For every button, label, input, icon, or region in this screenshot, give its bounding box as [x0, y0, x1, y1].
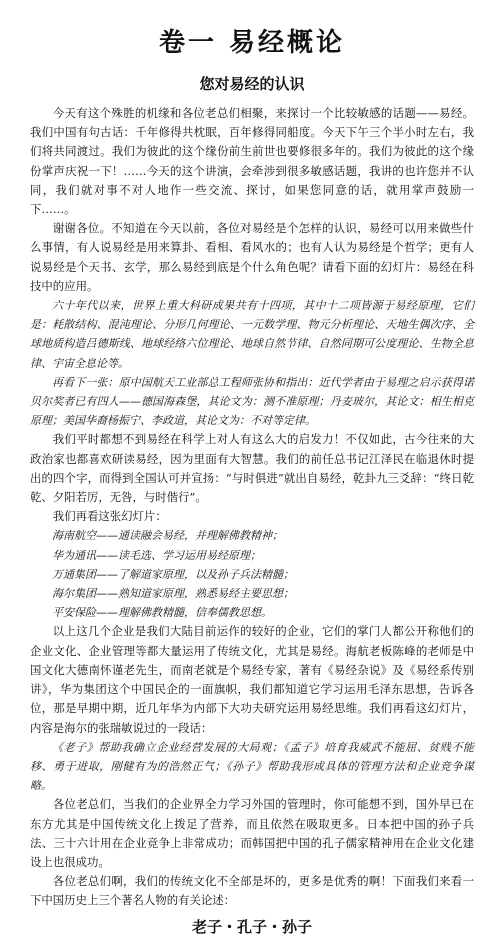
slide-list-item: 海尔集团——熟知道家原理，熟悉易经主要思想； [52, 587, 294, 601]
body-text [30, 104, 474, 911]
paragraph: 我们平时都想不到易经在科学上对人有这么大的启发力！不仅如此，古今往来的大政治家也都喜欢研读易经，因为里面有大智慧。我们的前任总书记江泽民在临退休时提出的四个字，而得到全国认可并宣扬：“与时俱进”就出自易经，乾卦九三爻辞：“终日乾乾、夕阳若厉，无咎，与时偕行”。 [30, 432, 474, 505]
chapter-title: 卷一 易经概论 [158, 28, 346, 58]
slide-list-item: 华为通讯——读毛选、学习运用易经原理； [52, 548, 261, 562]
paragraph: 以上这几个企业是我们大陆目前运作的较好的企业，它们的掌门人都公开称他们的企业文化、企业管理等都大量运用了传统文化，尤其是易经。海航老板陈峰的老师是中国文化大德南怀谨老先生，而南老就是个易经专家，著有《易经杂说》及《易经系传别讲》，华为集团这个中国民企的一面旗帜，我们都知道它学习运用毛泽东思想，告诉各位，那是早期中期，近几年华为内部下大功夫研究运用易经思维。我们再看这幻灯片，内容是海尔的张瑞敏说过的一段话： [30, 624, 474, 735]
paragraph: 再看下一张：原中国航天工业部总工程师张协和指出：近代学者由于易理之启示获得诺贝尔奖者已有四人——德国海森堡，其论文为：测不准原理；丹麦玻尔，其论文：相生相克原理；美国华裔杨振宁、李政道，其论文为：不对等定律。 [30, 375, 474, 428]
paragraph: 各位老总们，当我们的企业界全力学习外国的管理时，你可能想不到，国外早已在东方尤其是中国传统文化上拨足了营养，而且依然在吸取更多。日本把中国的孙子兵法、三十六计用在企业竞争上非常成功；而韩国把中国的孔子儒家精神用在企业文化建设上也很成功。 [30, 797, 474, 869]
paragraph: 谢谢各位。不知道在今天以前，各位对易经是个怎样的认识，易经可以用来做些什么事情，有人说易经是用来算卦、看相、看风水的；也有人认为易经是个哲学；更有人说易经是个天书、玄学，那么易经到底是个什么角色呢？请看下面的幻灯片：易经在科技中的应用。 [30, 221, 474, 293]
paragraph: 《老子》帮助我确立企业经营发展的大局观；《孟子》培育我威武不能屈、贫贱不能移、勇于进取，刚健有为的浩然正气；《孙子》帮助我形成具体的管理方法和企业竞争谋略。 [30, 740, 474, 793]
section-heading: 老子・孔子・孙子 [191, 917, 312, 936]
slide-list-item: 万通集团——了解道家原理，以及孙子兵法精髓； [52, 567, 294, 581]
paragraph: 今天有这个殊胜的机缘和各位老总们相聚，来探讨一个比较敏感的话题——易经。我们中国有句古话：千年修得共枕眠，百年修得同船度。今天下午三个半小时左右，我们将共同渡过。我们为彼此的这个缘份前生前世也要修很多年的。我们为彼此的这个缘份掌声庆祝一下！……今天的这个讲演，会牵涉到很多敏感话题，我讲的也许您并不认同，我们就对事不对人地作一些交流、探讨，如果您同意的话，就用掌声鼓励一下……。 [30, 106, 474, 217]
paragraph: 我们再看这张幻灯片： [52, 509, 167, 524]
slide-list-item: 海南航空——通读融会易经，并理解佛教精神； [52, 529, 283, 543]
slide-list-item: 平安保险——理解佛教精髓，信奉儒教思想。 [52, 606, 272, 620]
paragraph: 各位老总们啊，我们的传统文化不全部是坏的，更多是优秀的啊！下面我们来看一下中国历史上三个著名人物的有关论述： [30, 874, 474, 908]
section-subtitle: 您对易经的认识 [199, 75, 305, 93]
paragraph: 六十年代以来，世界上重大科研成果共有十四项，其中十二项皆源于易经原理，它们是：耗散结构、混沌理论、分形几何理论、一元数学理、物元分析理论、天地生偶次序、全球地质构造吕德斯线、地球经络六位理论、地球自然节律、自然同期可公度理论、生物全息律、宇宙全息论等。 [30, 299, 474, 370]
